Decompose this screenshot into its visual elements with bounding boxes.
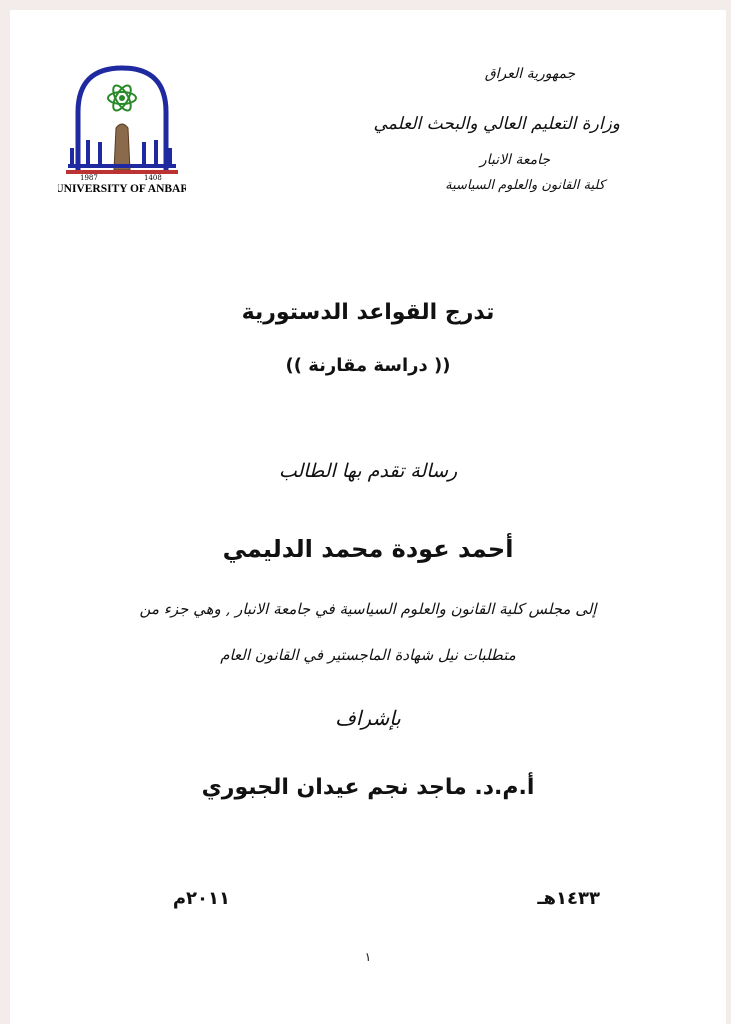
supervisor-name: أ.م.د. ماجد نجم عيدان الجبوري [201, 775, 535, 800]
university-of-anbar-logo [58, 62, 186, 194]
thesis-title: تدرج القواعد الدستورية [241, 300, 495, 325]
supervision-label: بإشراف [335, 706, 401, 730]
description-line-2: متطلبات نيل شهادة الماجستير في القانون العام [220, 646, 516, 664]
hijri-date: ١٤٣٣هـ [537, 888, 600, 909]
student-name: أحمد عودة محمد الدليمي [222, 535, 514, 563]
gregorian-date: ٢٠١١م [172, 888, 230, 909]
document-page [10, 10, 726, 1024]
thesis-subtitle: (( دراسة مقارنة )) [285, 355, 451, 376]
logo-year-right: 1408 [144, 174, 162, 182]
logo-year-left: 1987 [80, 174, 98, 182]
submitted-by-label: رسالة تقدم بها الطالب [278, 460, 458, 482]
header-university: جامعة الانبار [479, 152, 551, 168]
page-number: ١ [364, 950, 372, 964]
header-ministry: وزارة التعليم العالي والبحث العلمي [373, 114, 620, 134]
description-line-1: إلى مجلس كلية القانون والعلوم السياسية في جامعة الانبار , وهي جزء من [139, 600, 597, 618]
header-college: كلية القانون والعلوم السياسية [445, 178, 605, 193]
header-country: جمهورية العراق [484, 66, 576, 82]
logo-english-name: UNIVERSITY OF ANBAR [58, 183, 186, 194]
